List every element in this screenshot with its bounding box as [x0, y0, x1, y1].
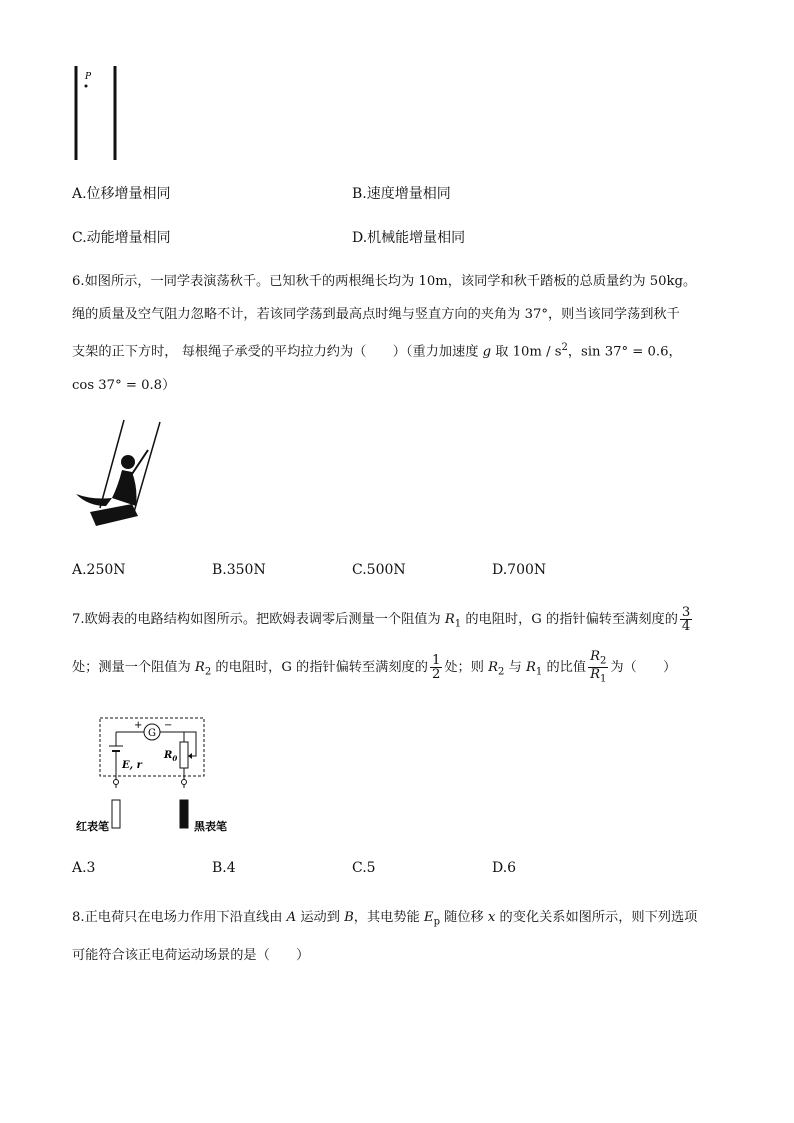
swinger-head: [121, 455, 135, 469]
ohmmeter-circuit-diagram: [72, 712, 252, 836]
fraction-r2-r1: $\frac{R_2}{R_1}$: [590, 649, 607, 685]
rheostat: [180, 742, 188, 768]
point-p-label: P: [85, 72, 92, 82]
plus-sign: +: [134, 720, 143, 731]
q6-option-a: A.250N: [72, 562, 126, 578]
circuit-svg: [72, 712, 252, 836]
fraction-3-4: $\frac{3}{4}$: [681, 604, 691, 634]
q7-line-2: 处；测量一个阻值为 $R_2$ 的电阻时，G 的指针偏转至满刻度的 $\frac{1}{2}$ 处；则 $R_2$ 与 $R_1$ 的比值 $\frac{R_2}{R_1}$ 为（ ）: [72, 649, 677, 685]
point-p: [85, 85, 88, 88]
rheostat-label: $R_0$: [164, 750, 178, 763]
q5-option-c: C.动能增量相同: [72, 230, 171, 246]
q5-option-b: B.速度增量相同: [352, 186, 451, 202]
swing-svg: [72, 416, 172, 536]
figure-parallel-plates: [70, 62, 130, 162]
q6-line-3: 支架的正下方时， 每根绳子承受的平均拉力约为（ ）（重力加速度 g 取 $10m / s^2$，sin 37° = 0.6，: [72, 342, 682, 360]
q6-line-4: cos 37° = 0.8）: [72, 378, 176, 393]
terminal-black: [182, 780, 187, 785]
q7-line-1: 7.欧姆表的电路结构如图所示。把欧姆表调零后测量一个阻值为 $R_1$ 的电阻时，G 的指针偏转至满刻度的 $\frac{3}{4}$: [72, 604, 691, 634]
q6-option-d: D.700N: [492, 562, 547, 578]
q6-line-2: 绳的质量及空气阻力忽略不计，若该同学荡到最高点时绳与竖直方向的夹角为 37°，则当该同学荡到秋千: [72, 307, 680, 322]
swing-illustration: [72, 416, 172, 536]
q5-option-d: D.机械能增量相同: [352, 230, 466, 246]
q7-option-c: C.5: [352, 860, 376, 876]
q6-option-c: C.500N: [352, 562, 406, 578]
terminal-red: [114, 780, 119, 785]
black-probe-label: 黑表笔: [194, 820, 227, 833]
swinger-dress: [112, 470, 137, 506]
red-probe-label: 红表笔: [76, 820, 109, 833]
galvanometer-label: G: [148, 728, 156, 739]
battery-label: E, r: [122, 760, 142, 771]
red-probe: [112, 800, 120, 828]
q6-line-1: 6.如图所示，一同学表演荡秋千。已知秋千的两根绳长均为 10m，该同学和秋千踏板的总质量约为 50kg。: [72, 274, 697, 289]
fraction-1-2: $\frac{1}{2}$: [431, 652, 441, 682]
q8-line-2: 可能符合该正电荷运动场景的是（ ）: [72, 948, 310, 963]
q7-option-d: D.6: [492, 860, 517, 876]
minus-sign: −: [164, 720, 173, 731]
swing-rope-right: [134, 422, 160, 512]
q6-option-b: B.350N: [212, 562, 266, 578]
q8-line-1: 8.正电荷只在电场力作用下沿直线由 A 运动到 B，其电势能 $E_p$ 随位移 x 的变化关系如图所示，则下列选项: [72, 910, 698, 928]
swing-seat: [90, 504, 138, 526]
q7-option-b: B.4: [212, 860, 236, 876]
swinger-skirt: [76, 494, 112, 506]
rheostat-slider-arrow: [188, 753, 192, 759]
black-probe: [180, 800, 188, 828]
parallel-plates-svg: [70, 62, 130, 162]
q7-option-a: A.3: [72, 860, 96, 876]
q5-option-a: A.位移增量相同: [72, 186, 171, 202]
